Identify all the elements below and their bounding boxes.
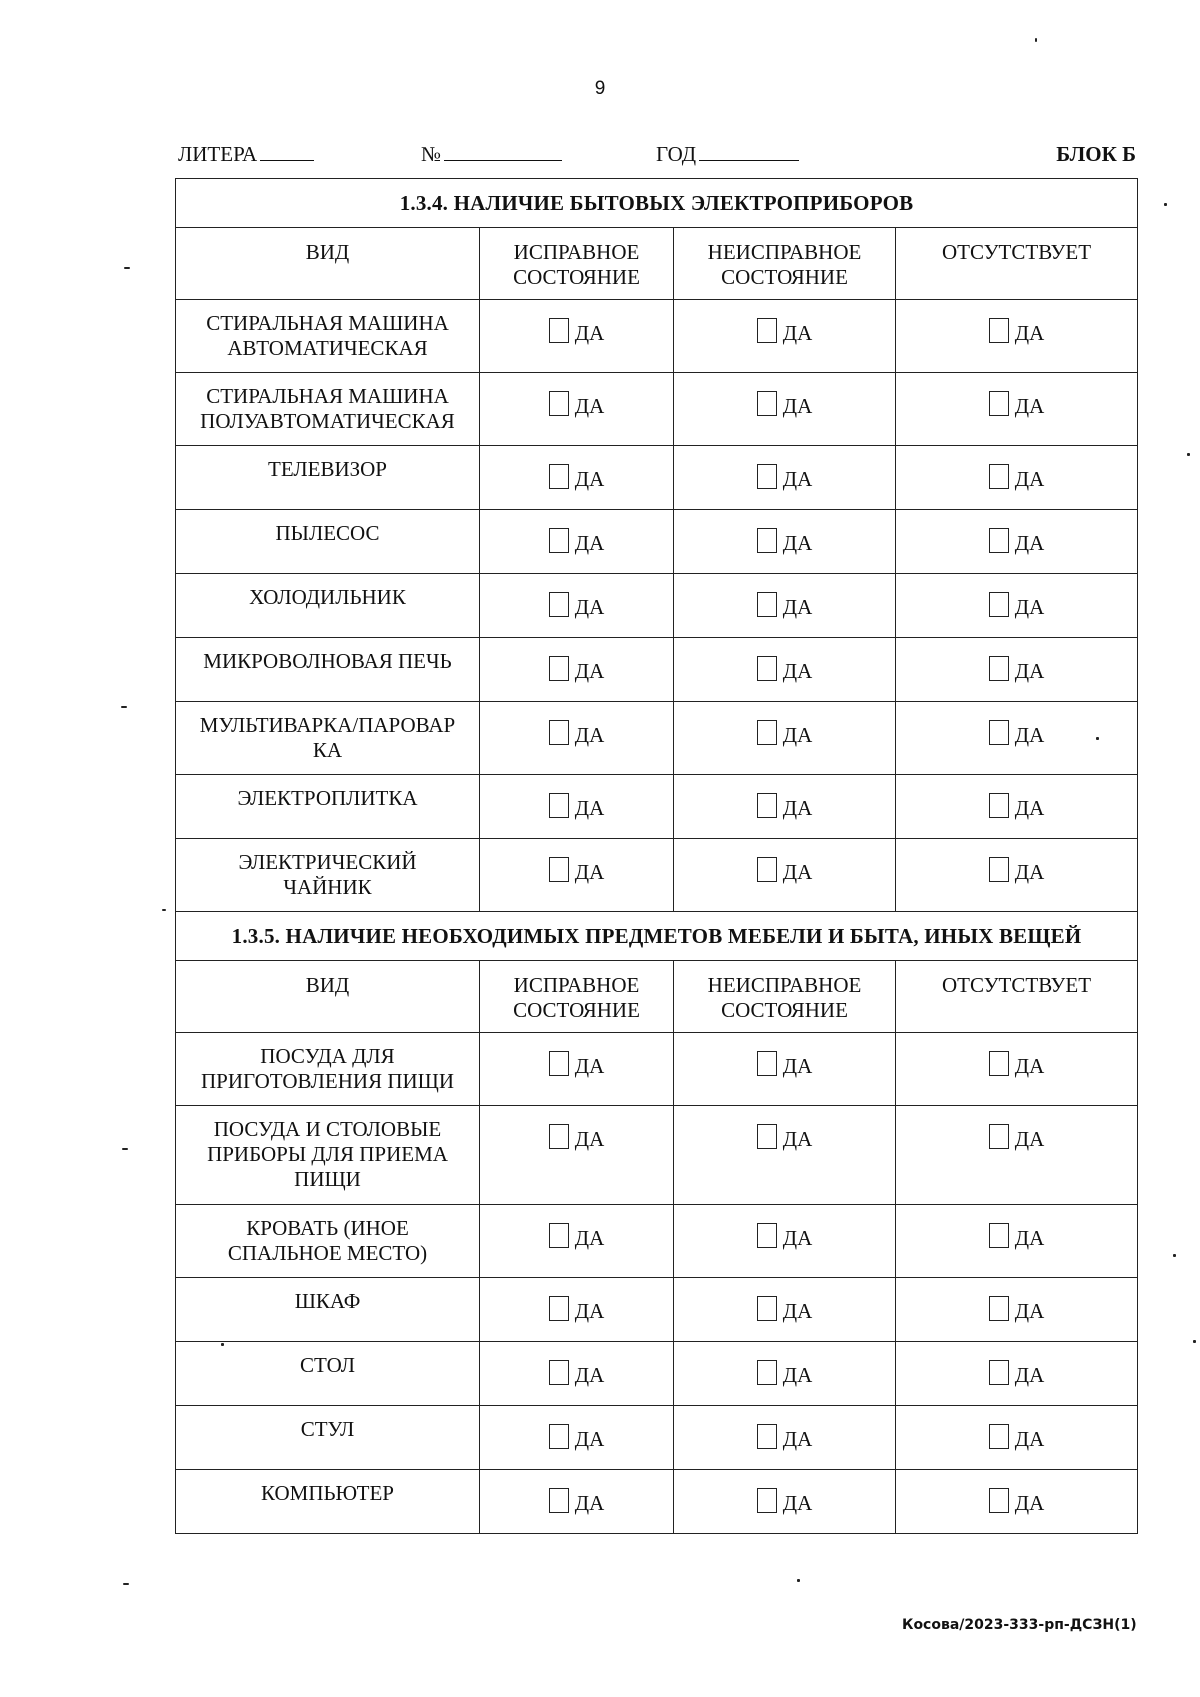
item-name-line: ПОСУДА ДЛЯ bbox=[260, 1044, 395, 1068]
checkbox-bad[interactable] bbox=[757, 391, 777, 416]
option-cell-bad bbox=[674, 702, 896, 775]
checkbox-good[interactable] bbox=[549, 1296, 569, 1321]
litera-label: ЛИТЕРА bbox=[178, 142, 258, 166]
option-cell-absent bbox=[896, 775, 1138, 839]
checkbox-label: ДА bbox=[574, 594, 605, 619]
item-name-line: ПРИБОРЫ ДЛЯ ПРИЕМА bbox=[207, 1142, 448, 1166]
option-cell-good bbox=[480, 1033, 674, 1106]
option-cell-good bbox=[480, 1106, 674, 1205]
checkbox-absent[interactable] bbox=[989, 1223, 1009, 1248]
checkbox-label: ДА bbox=[574, 393, 605, 418]
option-cell-good bbox=[480, 702, 674, 775]
item-name bbox=[176, 1342, 480, 1406]
column-header-kind: ВИД bbox=[176, 228, 480, 300]
option-cell-absent bbox=[896, 510, 1138, 574]
table-row bbox=[176, 1033, 1138, 1106]
checkbox-absent[interactable] bbox=[989, 592, 1009, 617]
item-name-line: СТОЛ bbox=[300, 1353, 355, 1377]
table-row bbox=[176, 1106, 1138, 1205]
option-cell-absent bbox=[896, 839, 1138, 912]
column-header-absent: ОТСУТСТВУЕТ bbox=[896, 228, 1138, 300]
option-cell-bad bbox=[674, 1033, 896, 1106]
scan-speck bbox=[124, 267, 130, 269]
checkbox-label: ДА bbox=[782, 722, 813, 747]
checkbox-bad[interactable] bbox=[757, 1360, 777, 1385]
checkbox-absent[interactable] bbox=[989, 1424, 1009, 1449]
option-cell-bad bbox=[674, 373, 896, 446]
item-name bbox=[176, 1406, 480, 1470]
table-row bbox=[176, 1406, 1138, 1470]
year-label: ГОД bbox=[656, 142, 697, 166]
option-cell-absent bbox=[896, 373, 1138, 446]
option-cell-bad bbox=[674, 446, 896, 510]
option-cell-good bbox=[480, 839, 674, 912]
option-cell-absent bbox=[896, 574, 1138, 638]
checkbox-label: ДА bbox=[1014, 466, 1045, 491]
checkbox-label: ДА bbox=[574, 1490, 605, 1515]
document-code: Косова/2023-333-рп-ДСЗН(1) bbox=[902, 1617, 1137, 1633]
checkbox-label: ДА bbox=[574, 658, 605, 683]
checkbox-label: ДА bbox=[1014, 658, 1045, 683]
column-header-line: ИСПРАВНОЕ bbox=[513, 973, 640, 997]
page-number: 9 bbox=[594, 78, 606, 99]
item-name-line: СТИРАЛЬНАЯ МАШИНА bbox=[206, 384, 449, 408]
item-name-line: СТИРАЛЬНАЯ МАШИНА bbox=[206, 311, 449, 335]
item-name bbox=[176, 638, 480, 702]
checkbox-bad[interactable] bbox=[757, 720, 777, 745]
checkbox-label: ДА bbox=[574, 1053, 605, 1078]
checkbox-bad[interactable] bbox=[757, 857, 777, 882]
option-cell-bad bbox=[674, 839, 896, 912]
column-header-absent: ОТСУТСТВУЕТ bbox=[896, 961, 1138, 1033]
option-cell-good bbox=[480, 1406, 674, 1470]
checkbox-label: ДА bbox=[1014, 594, 1045, 619]
column-header-bad bbox=[674, 228, 896, 300]
item-name-line: ШКАФ bbox=[294, 1289, 361, 1313]
checkbox-label: ДА bbox=[782, 466, 813, 491]
item-name-line: СПАЛЬНОЕ МЕСТО) bbox=[227, 1241, 428, 1265]
checkbox-absent[interactable] bbox=[989, 1124, 1009, 1149]
checkbox-label: ДА bbox=[574, 466, 605, 491]
checkbox-label: ДА bbox=[1014, 1298, 1045, 1323]
scan-speck bbox=[1035, 38, 1037, 42]
checkbox-bad[interactable] bbox=[757, 656, 777, 681]
checkbox-label: ДА bbox=[1014, 859, 1045, 884]
checkbox-label: ДА bbox=[782, 320, 813, 345]
item-name-line: ПОСУДА И СТОЛОВЫЕ bbox=[213, 1117, 442, 1141]
option-cell-bad bbox=[674, 1278, 896, 1342]
scan-speck bbox=[1173, 1254, 1176, 1257]
item-name bbox=[176, 1205, 480, 1278]
item-name bbox=[176, 1033, 480, 1106]
option-cell-good bbox=[480, 1342, 674, 1406]
column-header-kind: ВИД bbox=[176, 961, 480, 1033]
checkbox-absent[interactable] bbox=[989, 857, 1009, 882]
option-cell-good bbox=[480, 574, 674, 638]
checkbox-label: ДА bbox=[782, 1426, 813, 1451]
checkbox-good[interactable] bbox=[549, 1051, 569, 1076]
scan-speck bbox=[1096, 737, 1099, 740]
scan-speck bbox=[1193, 1340, 1196, 1343]
column-header-line: ИСПРАВНОЕ bbox=[513, 240, 640, 264]
checkbox-label: ДА bbox=[1014, 795, 1045, 820]
item-name-line: ПРИГОТОВЛЕНИЯ ПИЩИ bbox=[200, 1069, 455, 1093]
item-name-line: КА bbox=[312, 738, 343, 762]
option-cell-bad bbox=[674, 574, 896, 638]
checkbox-label: ДА bbox=[1014, 530, 1045, 555]
column-header-bad bbox=[674, 961, 896, 1033]
option-cell-absent bbox=[896, 1033, 1138, 1106]
checkbox-label: ДА bbox=[782, 1126, 813, 1151]
checkbox-label: ДА bbox=[1014, 320, 1045, 345]
checkbox-bad[interactable] bbox=[757, 1124, 777, 1149]
item-name-line: ЧАЙНИК bbox=[283, 875, 372, 899]
item-name bbox=[176, 775, 480, 839]
column-header-line: СОСТОЯНИЕ bbox=[721, 265, 848, 289]
option-cell-good bbox=[480, 1205, 674, 1278]
checkbox-absent[interactable] bbox=[989, 1051, 1009, 1076]
checkbox-good[interactable] bbox=[549, 464, 569, 489]
checkbox-absent[interactable] bbox=[989, 528, 1009, 553]
option-cell-bad bbox=[674, 775, 896, 839]
checkbox-label: ДА bbox=[1014, 1053, 1045, 1078]
checkbox-good[interactable] bbox=[549, 720, 569, 745]
table-row bbox=[176, 446, 1138, 510]
table-row bbox=[176, 1470, 1138, 1534]
option-cell-good bbox=[480, 1470, 674, 1534]
checkbox-label: ДА bbox=[574, 722, 605, 747]
checkbox-label: ДА bbox=[782, 859, 813, 884]
checkbox-label: ДА bbox=[1014, 1490, 1045, 1515]
table-row bbox=[176, 839, 1138, 912]
checkbox-label: ДА bbox=[782, 1362, 813, 1387]
item-name-line: ПЫЛЕСОС bbox=[275, 521, 380, 545]
checkbox-label: ДА bbox=[574, 859, 605, 884]
checkbox-label: ДА bbox=[782, 530, 813, 555]
column-header-line: СОСТОЯНИЕ bbox=[513, 265, 640, 289]
checkbox-label: ДА bbox=[782, 1225, 813, 1250]
column-header-line: НЕИСПРАВНОЕ bbox=[707, 240, 862, 264]
block-label: БЛОК Б bbox=[1056, 142, 1136, 166]
option-cell-bad bbox=[674, 510, 896, 574]
checkbox-bad[interactable] bbox=[757, 793, 777, 818]
checkbox-label: ДА bbox=[574, 1126, 605, 1151]
option-cell-absent bbox=[896, 1342, 1138, 1406]
checkbox-bad[interactable] bbox=[757, 464, 777, 489]
checkbox-good[interactable] bbox=[549, 592, 569, 617]
section-title: 1.3.5. НАЛИЧИЕ НЕОБХОДИМЫХ ПРЕДМЕТОВ МЕБЕЛИ И БЫТА, ИНЫХ ВЕЩЕЙ bbox=[176, 912, 1138, 961]
checkbox-absent[interactable] bbox=[989, 656, 1009, 681]
option-cell-absent bbox=[896, 702, 1138, 775]
year-field[interactable] bbox=[656, 142, 799, 167]
checkbox-label: ДА bbox=[574, 1426, 605, 1451]
checkbox-bad[interactable] bbox=[757, 1424, 777, 1449]
column-header-good bbox=[480, 228, 674, 300]
item-name bbox=[176, 1278, 480, 1342]
item-name bbox=[176, 1470, 480, 1534]
option-cell-absent bbox=[896, 638, 1138, 702]
item-name bbox=[176, 510, 480, 574]
checkbox-label: ДА bbox=[782, 1298, 813, 1323]
number-blank[interactable] bbox=[444, 142, 562, 161]
litera-field[interactable] bbox=[178, 142, 314, 167]
table-row bbox=[176, 574, 1138, 638]
item-name-line: КОМПЬЮТЕР bbox=[261, 1481, 394, 1505]
scan-speck bbox=[1187, 453, 1190, 456]
checkbox-good[interactable] bbox=[549, 793, 569, 818]
item-name bbox=[176, 839, 480, 912]
checkbox-bad[interactable] bbox=[757, 1296, 777, 1321]
checkbox-absent[interactable] bbox=[989, 1360, 1009, 1385]
scan-speck bbox=[1164, 203, 1167, 206]
table-row bbox=[176, 1278, 1138, 1342]
option-cell-good bbox=[480, 775, 674, 839]
checkbox-good[interactable] bbox=[549, 857, 569, 882]
section-title-row bbox=[176, 179, 1138, 228]
checkbox-bad[interactable] bbox=[757, 1223, 777, 1248]
item-name-line: АВТОМАТИЧЕСКАЯ bbox=[227, 336, 428, 360]
checkbox-label: ДА bbox=[1014, 1426, 1045, 1451]
checkbox-label: ДА bbox=[574, 530, 605, 555]
checkbox-bad[interactable] bbox=[757, 318, 777, 343]
checkbox-label: ДА bbox=[574, 320, 605, 345]
item-name bbox=[176, 300, 480, 373]
checkbox-good[interactable] bbox=[549, 318, 569, 343]
checkbox-good[interactable] bbox=[549, 1424, 569, 1449]
checkbox-label: ДА bbox=[1014, 1362, 1045, 1387]
option-cell-bad bbox=[674, 638, 896, 702]
checkbox-label: ДА bbox=[1014, 393, 1045, 418]
option-cell-bad bbox=[674, 300, 896, 373]
option-cell-good bbox=[480, 446, 674, 510]
checkbox-label: ДА bbox=[782, 594, 813, 619]
checkbox-absent[interactable] bbox=[989, 1296, 1009, 1321]
year-blank[interactable] bbox=[699, 142, 799, 161]
item-name-line: ЭЛЕКТРИЧЕСКИЙ bbox=[238, 850, 417, 874]
option-cell-absent bbox=[896, 1106, 1138, 1205]
scan-speck bbox=[797, 1579, 800, 1582]
inventory-table bbox=[175, 178, 1138, 1534]
checkbox-label: ДА bbox=[1014, 722, 1045, 747]
litera-blank[interactable] bbox=[260, 142, 314, 161]
checkbox-label: ДА bbox=[574, 1298, 605, 1323]
scan-speck bbox=[123, 1583, 129, 1585]
checkbox-bad[interactable] bbox=[757, 592, 777, 617]
column-header-good bbox=[480, 961, 674, 1033]
column-header-line: НЕИСПРАВНОЕ bbox=[707, 973, 862, 997]
item-name bbox=[176, 702, 480, 775]
checkbox-bad[interactable] bbox=[757, 1488, 777, 1513]
checkbox-label: ДА bbox=[782, 1490, 813, 1515]
option-cell-bad bbox=[674, 1205, 896, 1278]
section-title: 1.3.4. НАЛИЧИЕ БЫТОВЫХ ЭЛЕКТРОПРИБОРОВ bbox=[176, 179, 1138, 228]
option-cell-good bbox=[480, 300, 674, 373]
table-row bbox=[176, 638, 1138, 702]
checkbox-label: ДА bbox=[1014, 1225, 1045, 1250]
checkbox-absent[interactable] bbox=[989, 1488, 1009, 1513]
item-name-line: КРОВАТЬ (ИНОЕ bbox=[246, 1216, 409, 1240]
item-name bbox=[176, 446, 480, 510]
column-header-line: СОСТОЯНИЕ bbox=[721, 998, 848, 1022]
section-title-row bbox=[176, 912, 1138, 961]
checkbox-label: ДА bbox=[782, 393, 813, 418]
table-row bbox=[176, 1342, 1138, 1406]
checkbox-bad[interactable] bbox=[757, 528, 777, 553]
checkbox-absent[interactable] bbox=[989, 391, 1009, 416]
checkbox-absent[interactable] bbox=[989, 793, 1009, 818]
scan-speck bbox=[122, 1148, 128, 1150]
item-name-line: ХОЛОДИЛЬНИК bbox=[249, 585, 406, 609]
table-row bbox=[176, 702, 1138, 775]
option-cell-bad bbox=[674, 1342, 896, 1406]
column-header-row bbox=[176, 228, 1138, 300]
checkbox-good[interactable] bbox=[549, 1124, 569, 1149]
checkbox-label: ДА bbox=[1014, 1126, 1045, 1151]
option-cell-bad bbox=[674, 1406, 896, 1470]
table-row bbox=[176, 510, 1138, 574]
checkbox-good[interactable] bbox=[549, 391, 569, 416]
checkbox-good[interactable] bbox=[549, 656, 569, 681]
option-cell-good bbox=[480, 638, 674, 702]
item-name-line: МИКРОВОЛНОВАЯ ПЕЧЬ bbox=[203, 649, 452, 673]
table-row bbox=[176, 1205, 1138, 1278]
option-cell-absent bbox=[896, 300, 1138, 373]
option-cell-bad bbox=[674, 1106, 896, 1205]
checkbox-absent[interactable] bbox=[989, 318, 1009, 343]
option-cell-absent bbox=[896, 446, 1138, 510]
scan-speck bbox=[221, 1343, 224, 1346]
checkbox-good[interactable] bbox=[549, 1360, 569, 1385]
item-name-line: ПИЩИ bbox=[294, 1167, 361, 1191]
option-cell-good bbox=[480, 1278, 674, 1342]
table-row bbox=[176, 373, 1138, 446]
item-name bbox=[176, 574, 480, 638]
option-cell-absent bbox=[896, 1278, 1138, 1342]
scan-speck bbox=[121, 706, 127, 708]
checkbox-absent[interactable] bbox=[989, 464, 1009, 489]
option-cell-bad bbox=[674, 1470, 896, 1534]
column-header-line: СОСТОЯНИЕ bbox=[513, 998, 640, 1022]
checkbox-absent[interactable] bbox=[989, 720, 1009, 745]
checkbox-label: ДА bbox=[782, 1053, 813, 1078]
item-name bbox=[176, 373, 480, 446]
checkbox-good[interactable] bbox=[549, 528, 569, 553]
option-cell-absent bbox=[896, 1205, 1138, 1278]
item-name-line: СТУЛ bbox=[300, 1417, 355, 1441]
option-cell-absent bbox=[896, 1406, 1138, 1470]
checkbox-good[interactable] bbox=[549, 1223, 569, 1248]
item-name bbox=[176, 1106, 480, 1205]
option-cell-good bbox=[480, 373, 674, 446]
checkbox-good[interactable] bbox=[549, 1488, 569, 1513]
checkbox-label: ДА bbox=[782, 658, 813, 683]
column-header-row bbox=[176, 961, 1138, 1033]
option-cell-absent bbox=[896, 1470, 1138, 1534]
item-name-line: ЭЛЕКТРОПЛИТКА bbox=[237, 786, 418, 810]
checkbox-label: ДА bbox=[574, 795, 605, 820]
item-name-line: МУЛЬТИВАРКА/ПАРОВАР bbox=[199, 713, 456, 737]
scan-speck bbox=[162, 909, 166, 911]
item-name-line: ПОЛУАВТОМАТИЧЕСКАЯ bbox=[200, 409, 455, 433]
checkbox-label: ДА bbox=[782, 795, 813, 820]
checkbox-bad[interactable] bbox=[757, 1051, 777, 1076]
checkbox-label: ДА bbox=[574, 1362, 605, 1387]
form-header bbox=[178, 142, 1136, 172]
option-cell-good bbox=[480, 510, 674, 574]
number-field[interactable] bbox=[421, 142, 562, 167]
checkbox-label: ДА bbox=[574, 1225, 605, 1250]
table-row bbox=[176, 300, 1138, 373]
item-name-line: ТЕЛЕВИЗОР bbox=[268, 457, 387, 481]
table-row bbox=[176, 775, 1138, 839]
number-label: № bbox=[421, 142, 442, 166]
